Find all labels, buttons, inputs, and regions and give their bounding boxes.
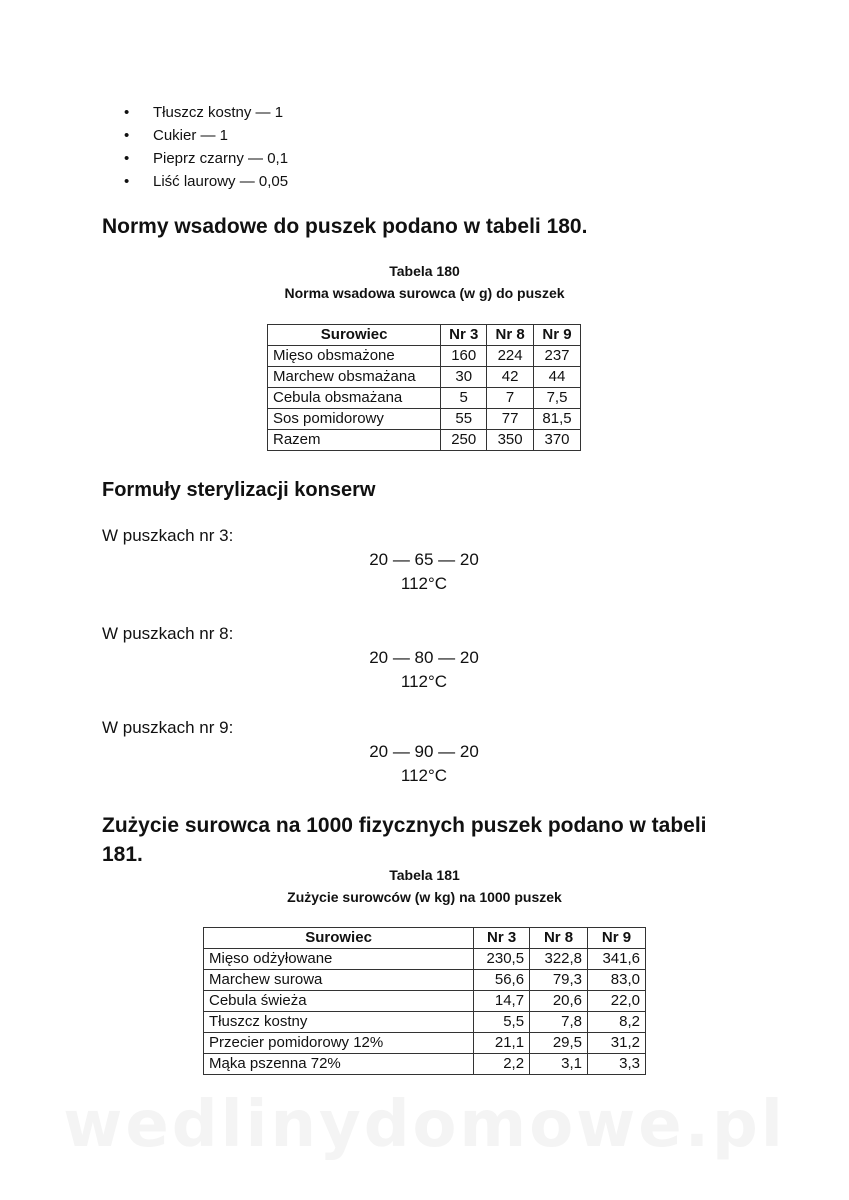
table-cell: 44 <box>534 367 581 388</box>
table-cell: 322,8 <box>530 949 588 970</box>
formula-temperature-nr8: 112°C <box>400 672 448 691</box>
table-cell: 350 <box>487 430 534 451</box>
table-cell: Marchew obsmażana <box>268 367 441 388</box>
table-row <box>204 1012 646 1033</box>
table-header-row <box>268 325 581 346</box>
table-cell: Marchew surowa <box>204 970 474 991</box>
table-181-title: Zużycie surowców (w kg) na 1000 puszek <box>287 889 562 905</box>
formula-nr3: 20 — 65 — 20 <box>369 550 479 569</box>
table-cell: 160 <box>441 346 487 367</box>
heading-table-181-intro-continued: 181. <box>102 843 143 866</box>
table-cell: 29,5 <box>530 1033 588 1054</box>
table-cell: 5,5 <box>474 1012 530 1033</box>
table-cell: 22,0 <box>588 991 646 1012</box>
table-cell: 8,2 <box>588 1012 646 1033</box>
table-180 <box>267 324 581 451</box>
table-header-row <box>204 928 646 949</box>
table-181 <box>203 927 646 1075</box>
list-item: • Cukier — 1 <box>102 124 288 147</box>
table-row <box>268 388 581 409</box>
table-cell: 83,0 <box>588 970 646 991</box>
site-watermark: wedlinydomowe.pl <box>63 1088 786 1162</box>
table-cell: 341,6 <box>588 949 646 970</box>
list-item: • Tłuszcz kostny — 1 <box>102 101 288 124</box>
table-row <box>268 430 581 451</box>
table-row <box>204 970 646 991</box>
table-cell: 55 <box>441 409 487 430</box>
table-cell: 30 <box>441 367 487 388</box>
column-header: Surowiec <box>204 928 474 949</box>
table-cell: 2,2 <box>474 1054 530 1075</box>
table-cell: Cebula obsmażana <box>268 388 441 409</box>
table-row <box>204 1054 646 1075</box>
column-header: Nr 3 <box>474 928 530 949</box>
list-item: • Liść laurowy — 0,05 <box>102 170 288 193</box>
table-cell: 79,3 <box>530 970 588 991</box>
formula-temperature-nr3: 112°C <box>400 574 448 593</box>
table-cell: 5 <box>441 388 487 409</box>
table-cell: 3,3 <box>588 1054 646 1075</box>
formula-temperature-nr9: 112°C <box>400 766 448 785</box>
heading-table-181-intro: Zużycie surowca na 1000 fizycznych puszek podano w tabeli <box>102 814 707 837</box>
table-cell: 250 <box>441 430 487 451</box>
table-row <box>204 1033 646 1054</box>
table-cell: Przecier pomidorowy 12% <box>204 1033 474 1054</box>
table-cell: Razem <box>268 430 441 451</box>
formula-label-nr9: W puszkach nr 9: <box>102 718 234 737</box>
table-cell: Mąka pszenna 72% <box>204 1054 474 1075</box>
table-cell: Tłuszcz kostny <box>204 1012 474 1033</box>
table-180-number: Tabela 180 <box>389 263 460 279</box>
column-header: Surowiec <box>268 325 441 346</box>
table-cell: 56,6 <box>474 970 530 991</box>
formula-label-nr8: W puszkach nr 8: <box>102 624 234 643</box>
heading-sterilization-formulas: Formuły sterylizacji konserw <box>102 479 376 501</box>
table-cell: 31,2 <box>588 1033 646 1054</box>
table-cell: 14,7 <box>474 991 530 1012</box>
table-180-title: Norma wsadowa surowca (w g) do puszek <box>284 285 565 301</box>
formula-nr8: 20 — 80 — 20 <box>369 648 479 667</box>
table-cell: Mięso obsmażone <box>268 346 441 367</box>
list-item: • Pieprz czarny — 0,1 <box>102 147 288 170</box>
column-header: Nr 9 <box>588 928 646 949</box>
table-row <box>268 346 581 367</box>
heading-table-180-intro: Normy wsadowe do puszek podano w tabeli 180. <box>102 215 588 238</box>
column-header: Nr 8 <box>530 928 588 949</box>
table-cell: 3,1 <box>530 1054 588 1075</box>
table-cell: 230,5 <box>474 949 530 970</box>
table-cell: 224 <box>487 346 534 367</box>
table-row <box>268 409 581 430</box>
table-cell: 77 <box>487 409 534 430</box>
column-header: Nr 3 <box>441 325 487 346</box>
table-cell: 20,6 <box>530 991 588 1012</box>
formula-label-nr3: W puszkach nr 3: <box>102 526 234 545</box>
ingredient-bullet-list <box>102 101 288 193</box>
table-cell: 370 <box>534 430 581 451</box>
column-header: Nr 9 <box>534 325 581 346</box>
table-cell: Mięso odżyłowane <box>204 949 474 970</box>
formula-nr9: 20 — 90 — 20 <box>369 742 479 761</box>
table-cell: 237 <box>534 346 581 367</box>
table-181-number: Tabela 181 <box>389 867 460 883</box>
table-cell: 7,8 <box>530 1012 588 1033</box>
column-header: Nr 8 <box>487 325 534 346</box>
table-cell: 21,1 <box>474 1033 530 1054</box>
table-row <box>204 949 646 970</box>
table-cell: Sos pomidorowy <box>268 409 441 430</box>
table-cell: 81,5 <box>534 409 581 430</box>
table-cell: Cebula świeża <box>204 991 474 1012</box>
table-row <box>204 991 646 1012</box>
table-cell: 42 <box>487 367 534 388</box>
table-cell: 7 <box>487 388 534 409</box>
table-row <box>268 367 581 388</box>
table-cell: 7,5 <box>534 388 581 409</box>
